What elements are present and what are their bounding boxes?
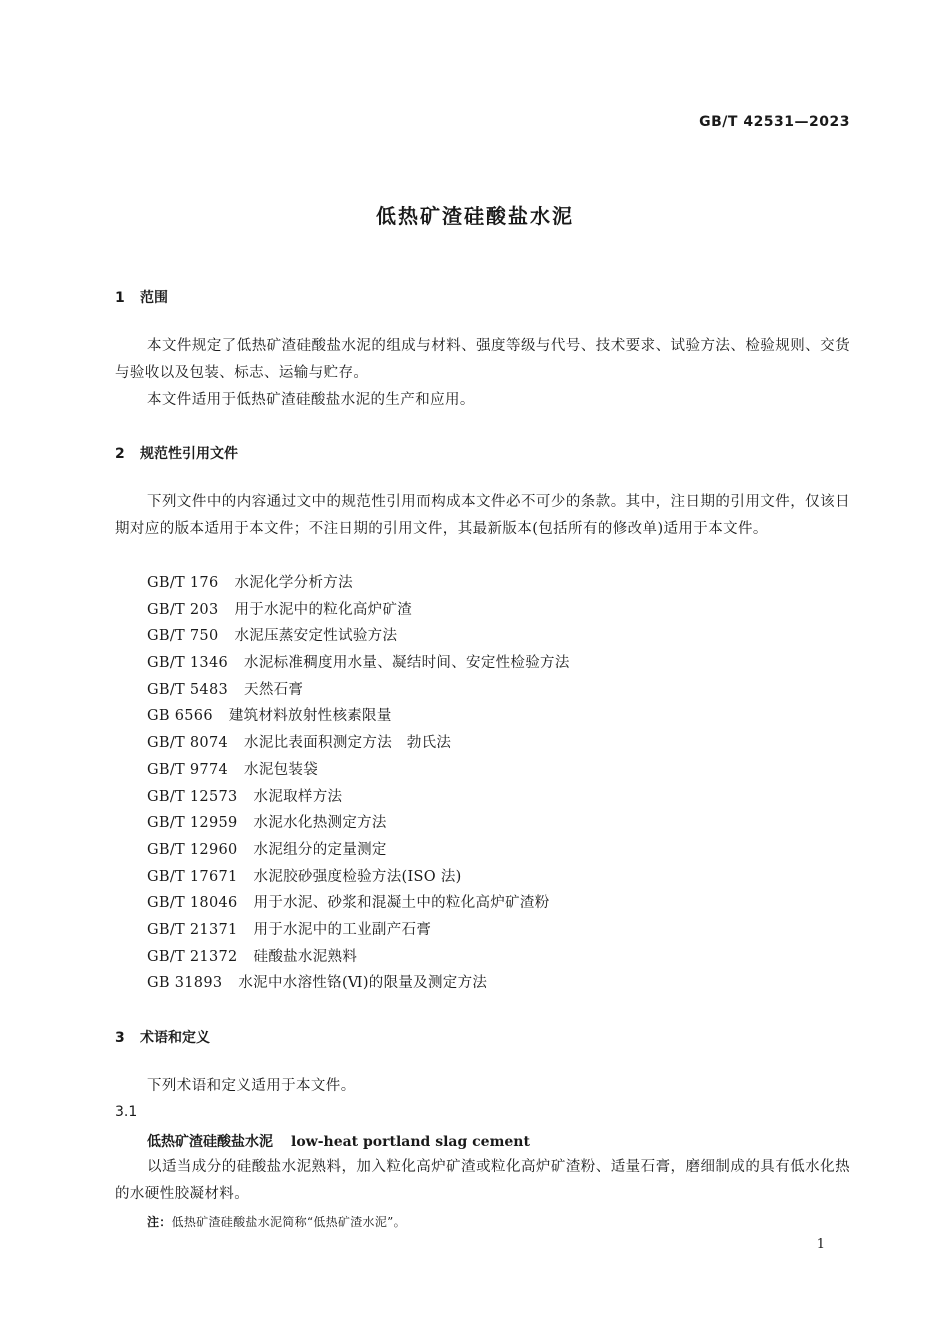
list-item xyxy=(147,890,570,917)
section-title: 术语和定义 xyxy=(140,1030,210,1046)
reference-title: 水泥标准稠度用水量、凝结时间、安定性检验方法 xyxy=(244,655,570,672)
reference-code: GB/T 750 xyxy=(147,628,219,645)
reference-code: GB/T 21371 xyxy=(147,921,238,938)
reference-title: 建筑材料放射性核素限量 xyxy=(228,708,392,725)
reference-title: 水泥化学分析方法 xyxy=(234,575,353,591)
reference-title: 水泥包装袋 xyxy=(244,761,319,778)
reference-title: 硅酸盐水泥熟料 xyxy=(253,948,358,965)
reference-list xyxy=(147,570,570,997)
reference-code: GB/T 12573 xyxy=(147,788,238,805)
reference-title: 用于水泥中的粒化高炉矿渣 xyxy=(234,601,413,618)
reference-title: 水泥取样方法 xyxy=(253,788,343,805)
reference-title: 水泥比表面积测定方法 勃氏法 xyxy=(244,735,452,752)
note-text: 低热矿渣硅酸盐水泥简称“低热矿渣水泥”。 xyxy=(171,1215,406,1229)
standard-code: GB/T 42531—2023 xyxy=(699,114,850,130)
term-definition: 以适当成分的硅酸盐水泥熟料，加入粒化高炉矿渣或粒化高炉矿渣粉、适量石膏，磨细制成的具有低水化热的水硬性胶凝材料。 xyxy=(115,1159,850,1202)
term-note xyxy=(147,1213,406,1230)
list-item xyxy=(147,757,570,784)
reference-code: GB 31893 xyxy=(147,975,223,992)
reference-code: GB/T 176 xyxy=(147,575,219,591)
section-title: 规范性引用文件 xyxy=(140,446,238,462)
scope-paragraph: 本文件规定了低热矿渣硅酸盐水泥的组成与材料、强度等级与代号、技术要求、试验方法、检验规则、交货与验收以及包装、标志、运输与贮存。 xyxy=(115,338,850,381)
term-number: 3.1 xyxy=(115,1104,138,1120)
section-title: 范围 xyxy=(140,290,168,306)
list-item xyxy=(147,784,570,811)
list-item xyxy=(147,597,570,624)
term-heading xyxy=(147,1131,530,1151)
reference-title: 用于水泥中的工业副产石膏 xyxy=(253,921,432,938)
reference-code: GB/T 12959 xyxy=(147,815,238,832)
reference-code: GB/T 18046 xyxy=(147,895,238,912)
list-item xyxy=(147,730,570,757)
reference-code: GB/T 8074 xyxy=(147,735,229,752)
list-item xyxy=(147,570,570,597)
section-number: 1 xyxy=(115,290,125,306)
reference-title: 水泥压蒸安定性试验方法 xyxy=(234,628,398,645)
references-intro-paragraph: 下列文件中的内容通过文中的规范性引用而构成本文件必不可少的条款。其中，注日期的引用文件，仅该日期对应的版本适用于本文件；不注日期的引用文件，其最新版本(包括所有的修改单)适用于本文件。 xyxy=(115,494,850,537)
list-item xyxy=(147,703,570,730)
reference-code: GB 6566 xyxy=(147,708,213,725)
reference-code: GB/T 1346 xyxy=(147,655,229,672)
list-item xyxy=(147,970,570,997)
reference-title: 水泥胶砂强度检验方法(ISO 法) xyxy=(253,868,462,885)
reference-code: GB/T 5483 xyxy=(147,681,229,698)
section-number: 2 xyxy=(115,446,125,462)
page-number: 1 xyxy=(816,1237,825,1252)
terms-intro-paragraph: 下列术语和定义适用于本文件。 xyxy=(147,1078,356,1094)
section-2-heading xyxy=(115,443,238,463)
note-label: 注： xyxy=(147,1215,172,1229)
reference-code: GB/T 9774 xyxy=(147,761,229,778)
reference-code: GB/T 203 xyxy=(147,601,219,618)
reference-code: GB/T 21372 xyxy=(147,948,238,965)
section-3-heading xyxy=(115,1027,210,1047)
reference-title: 水泥中水溶性铬(Ⅵ)的限量及测定方法 xyxy=(238,975,488,992)
scope-applicability-paragraph: 本文件适用于低热矿渣硅酸盐水泥的生产和应用。 xyxy=(147,392,475,408)
list-item xyxy=(147,864,570,891)
reference-title: 用于水泥、砂浆和混凝土中的粒化高炉矿渣粉 xyxy=(253,895,550,912)
term-name-en: low-heat portland slag cement xyxy=(291,1134,530,1150)
list-item xyxy=(147,944,570,971)
list-item xyxy=(147,677,570,704)
reference-title: 水泥水化热测定方法 xyxy=(253,815,387,832)
reference-title: 天然石膏 xyxy=(244,681,304,698)
reference-code: GB/T 17671 xyxy=(147,868,238,885)
term-name-cn: 低热矿渣硅酸盐水泥 xyxy=(147,1134,273,1150)
reference-code: GB/T 12960 xyxy=(147,841,238,858)
reference-title: 水泥组分的定量测定 xyxy=(253,841,387,858)
section-1-heading xyxy=(115,287,168,307)
list-item xyxy=(147,650,570,677)
list-item xyxy=(147,837,570,864)
list-item xyxy=(147,917,570,944)
document-title: 低热矿渣硅酸盐水泥 xyxy=(376,204,574,228)
list-item xyxy=(147,623,570,650)
section-number: 3 xyxy=(115,1030,125,1046)
list-item xyxy=(147,810,570,837)
